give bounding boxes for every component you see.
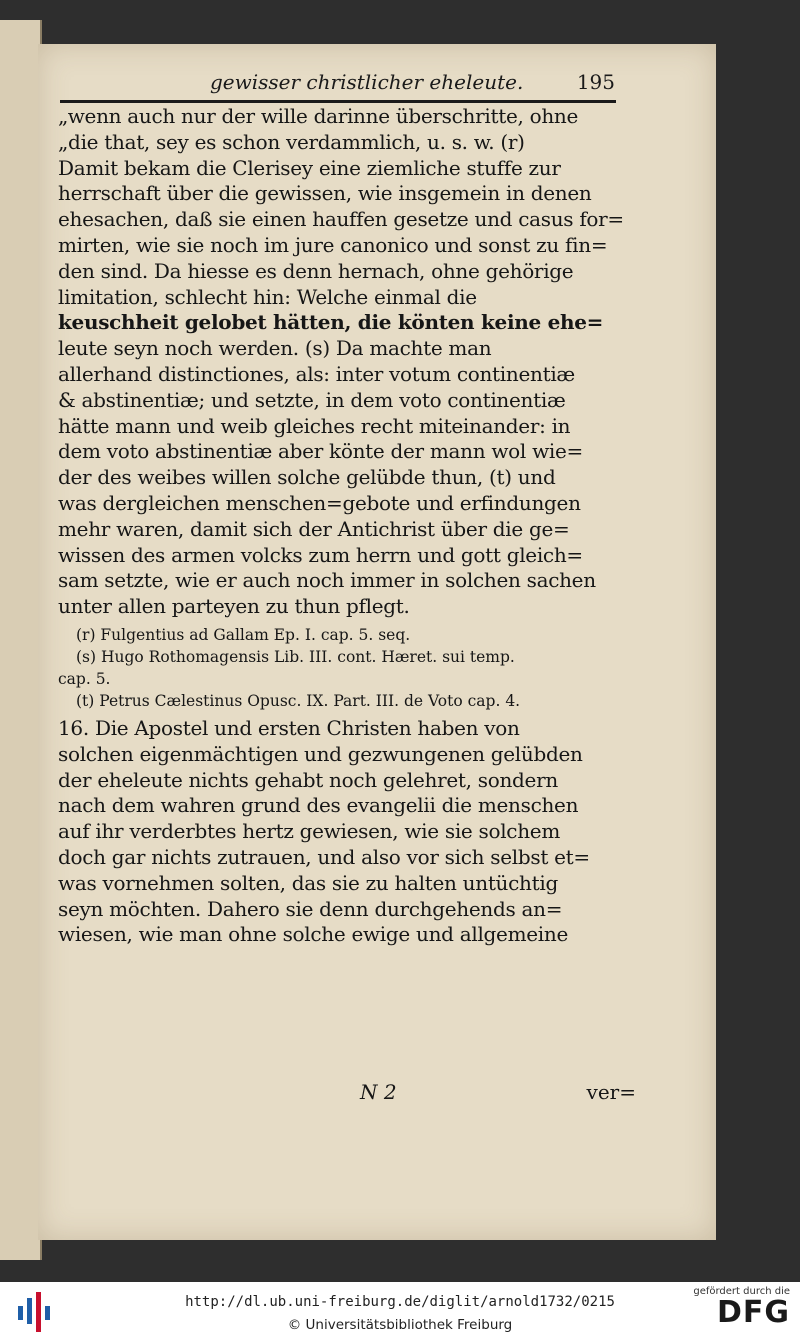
text-line: dem voto abstinentiæ aber könte der mann wol wie= bbox=[58, 439, 583, 464]
text-line: den sind. Da hiesse es denn hernach, ohne gehörige bbox=[58, 258, 574, 283]
text-line: allerhand distinctiones, als: inter votum continentiæ bbox=[58, 361, 575, 386]
text-line: limitation, schlecht hin: Welche einmal die bbox=[58, 284, 477, 309]
page-number: 195 bbox=[576, 70, 615, 94]
catchword: ver= bbox=[586, 1080, 636, 1104]
facing-page-edge bbox=[0, 20, 42, 1260]
running-header bbox=[60, 70, 615, 98]
text-line: der des weibes willen solche gelübde thun, (t) und bbox=[58, 465, 556, 490]
text-line: Damit bekam die Clerisey eine ziemliche stuffe zur bbox=[58, 155, 561, 180]
text-line: & abstinentiæ; und setzte, in dem voto continentiæ bbox=[58, 387, 566, 412]
section-line: 16. Die Apostel und ersten Christen haben von bbox=[58, 715, 520, 740]
permalink-url[interactable]: http://dl.ub.uni-freiburg.de/diglit/arnold1732/0215 bbox=[185, 1294, 615, 1310]
copyright-notice: © Universitätsbibliothek Freiburg bbox=[287, 1317, 513, 1333]
text-line: mehr waren, damit sich der Antichrist über die ge= bbox=[58, 516, 570, 541]
text-line: sam setzte, wie er auch noch immer in solchen sachen bbox=[58, 568, 596, 593]
footnote: (r) Fulgentius ad Gallam Ep. I. cap. 5. seq. bbox=[76, 625, 411, 644]
text-line: „wenn auch nur der wille darinne überschritte, ohne bbox=[58, 104, 579, 128]
text-line: leute seyn noch werden. (s) Da machte man bbox=[58, 336, 492, 361]
catch-line bbox=[60, 1080, 636, 1106]
text-line: herrschaft über die gewissen, wie insgemein in denen bbox=[58, 181, 592, 206]
dfg-logo bbox=[690, 1286, 790, 1329]
signature-mark: N 2 bbox=[360, 1080, 397, 1104]
text-line: mirten, wie sie noch im jure canonico und sonst zu fin= bbox=[58, 232, 608, 257]
section-line: solchen eigenmächtigen und gezwungenen gelübden bbox=[58, 741, 583, 766]
footnote: (t) Petrus Cælestinus Opusc. IX. Part. III. de Voto cap. 4. bbox=[76, 691, 521, 710]
page-text bbox=[58, 104, 628, 948]
funder-name: DFG bbox=[716, 1295, 790, 1330]
header-rule bbox=[60, 100, 616, 103]
text-line: unter allen parteyen zu thun pflegt. bbox=[58, 594, 410, 619]
footnote-continuation: cap. 5. bbox=[58, 669, 111, 688]
text-line: wissen des armen volcks zum herrn und gott gleich= bbox=[58, 542, 583, 567]
section-line: doch gar nichts zutrauen, und also vor sich selbst et= bbox=[58, 844, 590, 869]
section-line: der eheleute nichts gehabt noch gelehret, sondern bbox=[58, 767, 558, 792]
text-line: „die that, sey es schon verdammlich, u. s. w. (r) bbox=[58, 129, 525, 154]
footnote: (s) Hugo Rothomagensis Lib. III. cont. Hæret. sui temp. bbox=[76, 647, 515, 666]
section-line: auf ihr verderbtes hertz gewiesen, wie sie solchem bbox=[58, 819, 560, 844]
text-line: hätte mann und weib gleiches recht miteinander: in bbox=[58, 413, 571, 438]
section-line: was vornehmen solten, das sie zu halten untüchtig bbox=[58, 870, 558, 895]
section-line: nach dem wahren grund des evangelii die menschen bbox=[58, 793, 579, 818]
text-line: was dergleichen menschen=gebote und erfindungen bbox=[58, 490, 581, 515]
funding-note: gefördert durch die bbox=[693, 1286, 790, 1297]
viewer-footer bbox=[0, 1282, 800, 1340]
section-line: wiesen, wie man ohne solche ewige und allgemeine bbox=[58, 922, 568, 947]
text-line-emphasis: keuschheit gelobet hätten, die könten keine ehe= bbox=[58, 310, 604, 335]
running-title: gewisser christlicher eheleute. bbox=[210, 70, 524, 94]
section-line: seyn möchten. Dahero sie denn durchgehends an= bbox=[58, 896, 563, 921]
text-line: ehesachen, daß sie einen hauffen gesetze und casus for= bbox=[58, 207, 624, 232]
